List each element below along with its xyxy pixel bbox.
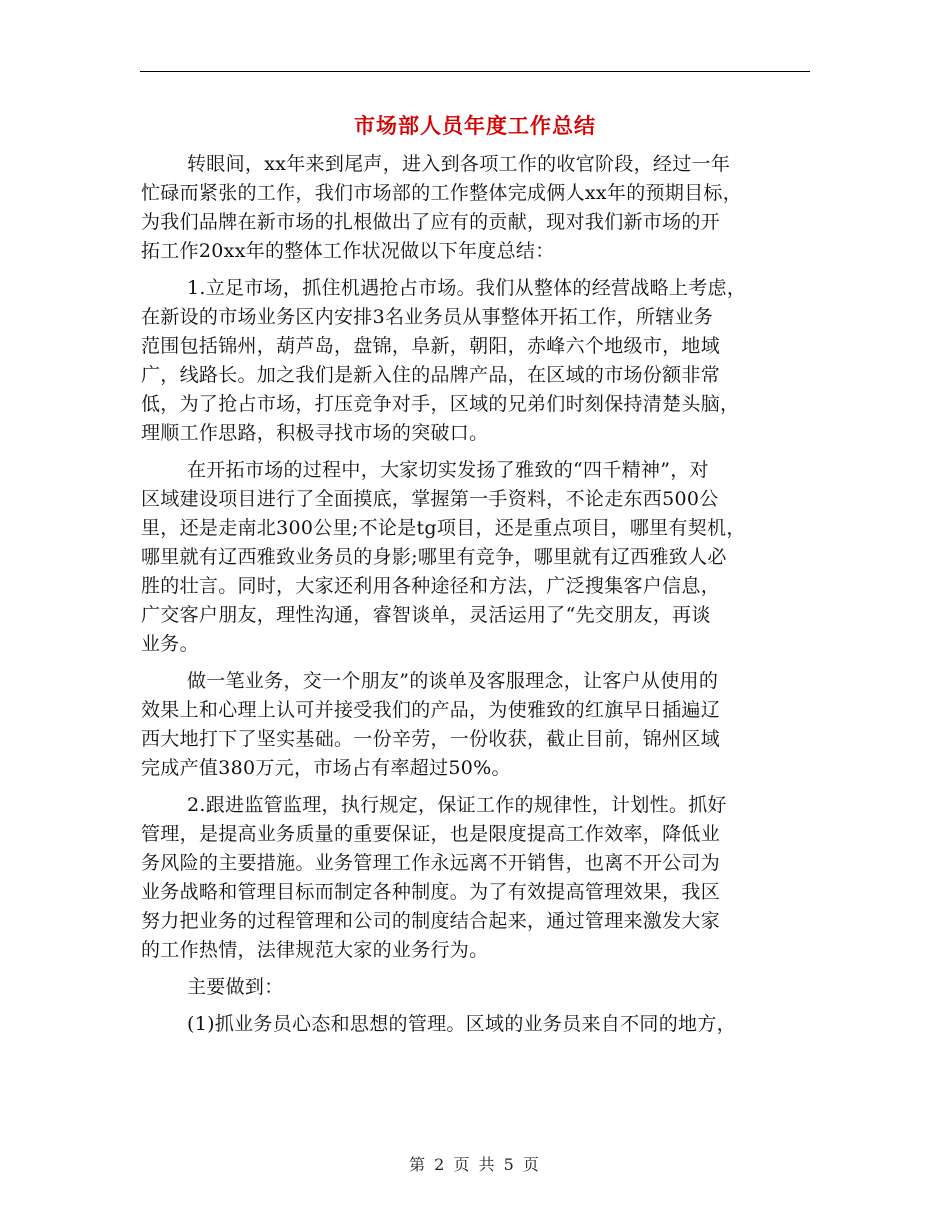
text-line: 为我们品牌在新市场的扎根做出了应有的贡献，现对我们新市场的开 [141,211,721,233]
text-line: 在开拓市场的过程中，大家切实发扬了雅致的“四千精神”，对 [187,459,709,481]
text-line: 效果上和心理上认可并接受我们的产品，为使雅致的红旗早日插遍辽 [141,699,721,721]
text-line: 哪里就有辽西雅致业务员的身影;哪里有竞争，哪里就有辽西雅致人必 [141,546,727,568]
text-line: 转眼间，xx年来到尾声，进入到各项工作的收官阶段，经过一年 [187,153,731,175]
paragraph-main-points [141,973,821,1002]
text-line: 广交客户朋友，理性沟通，睿智谈单，灵活运用了“先交朋友，再谈 [141,604,711,626]
document-title: 市场部人员年度工作总结 [354,113,596,138]
text-line: 理顺工作思路，积极寻找市场的突破口。 [141,422,489,444]
document-body [141,150,821,1047]
text-line: 管理，是提高业务质量的重要保证，也是限度提高工作效率，降低业 [141,823,721,845]
text-line: 低，为了抢占市场，打压竞争对手，区域的兄弟们时刻保持清楚头脑， [141,393,740,415]
paragraph-customer-philosophy [141,667,821,783]
text-line: 忙碌而紧张的工作，我们市场部的工作整体完成俩人xx年的预期目标， [141,182,743,204]
text-line: (1)抓业务员心态和思想的管理。区域的业务员来自不同的地方， [187,1013,736,1035]
page-number-footer: 第 2 页 共 5 页 [409,1155,541,1174]
paragraph-intro [141,150,821,266]
text-line: 在新设的市场业务区内安排3名业务员从事整体开拓工作，所辖业务 [141,306,714,328]
text-line: 务风险的主要措施。业务管理工作永远离不开销售，也离不开公司为 [141,852,721,874]
text-line: 广，线路长。加之我们是新入住的品牌产品，在区域的市场份额非常 [141,364,721,386]
text-line: 1.立足市场，抓住机遇抢占市场。我们从整体的经营战略上考虑， [187,277,747,299]
text-line: 拓工作20xx年的整体工作状况做以下年度总结： [141,240,555,262]
text-line: 区域建设项目进行了全面摸底，掌握第一手资料，不论走东西500公 [141,488,719,510]
text-line: 业务。 [141,633,199,655]
text-line: 西大地打下了坚实基础。一份辛劳，一份收获，截止目前，锦州区域 [141,728,721,750]
text-line: 完成产值380万元，市场占有率超过50%。 [141,757,511,779]
text-line: 胜的壮言。同时，大家还利用各种途径和方法，广泛搜集客户信息， [141,575,721,597]
header-rule [140,71,810,72]
text-line: 业务战略和管理目标而制定各种制度。为了有效提高管理效果，我区 [141,881,721,903]
paragraph-market-expansion [141,456,821,659]
paragraph-section-2 [141,791,821,965]
text-line: 的工作热情，法律规范大家的业务行为。 [141,939,489,961]
paragraph-point-1 [141,1010,821,1039]
text-line: 做一笔业务，交一个朋友”的谈单及客服理念，让客户从使用的 [187,670,719,692]
text-line: 努力把业务的过程管理和公司的制度结合起来，通过管理来激发大家 [141,910,721,932]
paragraph-section-1 [141,274,821,448]
text-line: 2.跟进监管监理，执行规定，保证工作的规律性，计划性。抓好 [187,794,727,816]
text-line: 范围包括锦州，葫芦岛，盘锦，阜新，朝阳，赤峰六个地级市，地域 [141,335,721,357]
text-line: 主要做到： [187,976,284,998]
text-line: 里，还是走南北300公里;不论是tg项目，还是重点项目，哪里有契机， [141,517,746,539]
